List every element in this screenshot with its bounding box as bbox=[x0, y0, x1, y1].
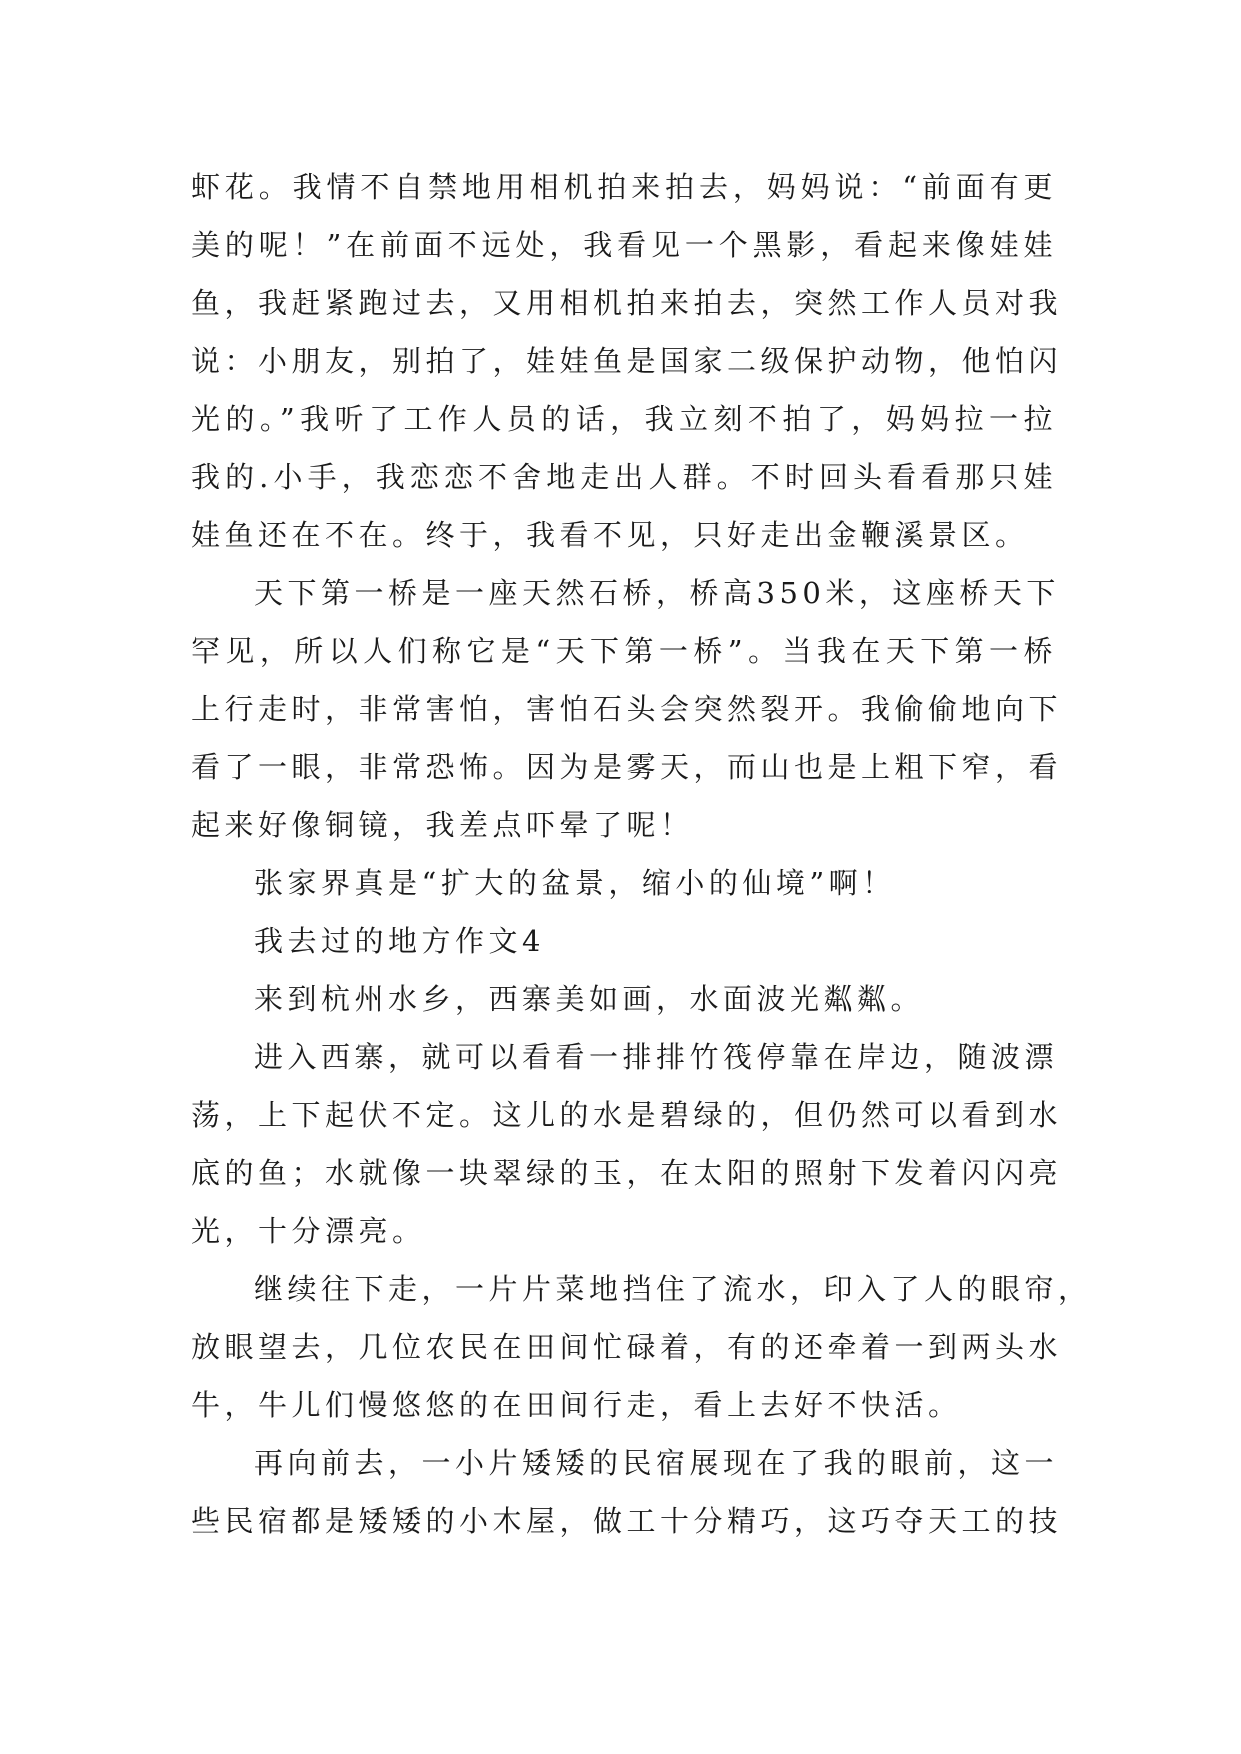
text-line: 牛，牛儿们慢悠悠的在田间行走，看上去好不快活。 bbox=[191, 1388, 962, 1422]
text-line: 底的鱼；水就像一块翠绿的玉，在太阳的照射下发着闪闪亮 bbox=[191, 1156, 1063, 1190]
text-line: 张家界真是“扩大的盆景，缩小的仙境”啊！ bbox=[254, 866, 896, 900]
text-line: 继续往下走，一片片菜地挡住了流水，印入了人的眼帘， bbox=[254, 1272, 1092, 1306]
text-line: 说：小朋友，别拍了，娃娃鱼是国家二级保护动物，他怕闪 bbox=[191, 344, 1063, 378]
text-line: 光的。”我听了工作人员的话，我立刻不拍了，妈妈拉一拉 bbox=[191, 402, 1057, 436]
paragraph bbox=[191, 158, 1063, 564]
text-line: 些民宿都是矮矮的小木屋，做工十分精巧，这巧夺天工的技 bbox=[191, 1504, 1063, 1538]
text-line: 天下第一桥是一座天然石桥，桥高350米，这座桥天下 bbox=[254, 576, 1060, 610]
text-line: 娃鱼还在不在。终于，我看不见，只好走出金鞭溪景区。 bbox=[191, 518, 1029, 552]
article-body bbox=[191, 158, 1092, 1550]
heading-line: 我去过的地方作文4 bbox=[254, 924, 545, 958]
text-line: 上行走时，非常害怕，害怕石头会突然裂开。我偷偷地向下 bbox=[191, 692, 1063, 726]
text-line: 美的呢！”在前面不远处，我看见一个黑影，看起来像娃娃 bbox=[191, 228, 1057, 262]
text-line: 荡，上下起伏不定。这儿的水是碧绿的，但仍然可以看到水 bbox=[191, 1098, 1063, 1132]
text-line: 罕见，所以人们称它是“天下第一桥”。当我在天下第一桥 bbox=[191, 634, 1057, 668]
paragraph bbox=[191, 970, 1057, 1028]
text-line: 来到杭州水乡，西寨美如画，水面波光粼粼。 bbox=[254, 982, 925, 1016]
text-line: 鱼，我赶紧跑过去，又用相机拍来拍去，突然工作人员对我 bbox=[191, 286, 1063, 320]
text-line: 放眼望去，几位农民在田间忙碌着，有的还牵着一到两头水 bbox=[191, 1330, 1063, 1364]
text-line: 光，十分漂亮。 bbox=[191, 1214, 426, 1248]
paragraph bbox=[191, 1434, 1063, 1550]
paragraph bbox=[191, 854, 1057, 912]
paragraph bbox=[191, 1028, 1063, 1260]
text-line: 虾花。我情不自禁地用相机拍来拍去，妈妈说：“前面有更 bbox=[191, 170, 1057, 204]
section-heading bbox=[191, 912, 1057, 970]
text-line: 再向前去，一小片矮矮的民宿展现在了我的眼前，这一 bbox=[254, 1446, 1059, 1480]
text-line: 我的.小手，我恋恋不舍地走出人群。不时回头看看那只娃 bbox=[191, 460, 1057, 494]
text-line: 起来好像铜镜，我差点吓晕了呢！ bbox=[191, 808, 694, 842]
text-line: 看了一眼，非常恐怖。因为是雾天，而山也是上粗下窄，看 bbox=[191, 750, 1063, 784]
paragraph bbox=[191, 1260, 1092, 1434]
paragraph bbox=[191, 564, 1063, 854]
text-line: 进入西寨，就可以看看一排排竹筏停靠在岸边，随波漂 bbox=[254, 1040, 1059, 1074]
